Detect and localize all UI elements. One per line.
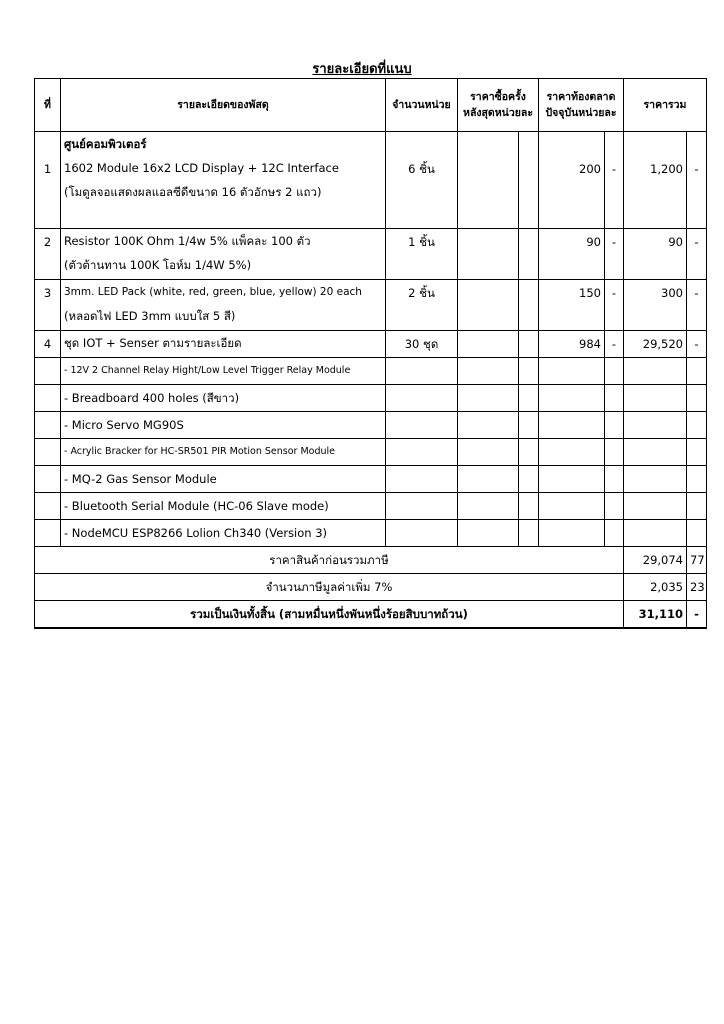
item-last-price-sub (519, 331, 539, 358)
empty-cell (386, 439, 458, 466)
item-last-price-sub (519, 280, 539, 331)
item-line: ชุด IOT + Senser ตามรายละเอียด (64, 336, 242, 350)
empty-cell (624, 412, 687, 439)
empty-cell (605, 439, 624, 466)
item-total: 90 (624, 229, 687, 280)
subtotal-baht: 29,074 (624, 547, 687, 574)
empty-cell (539, 493, 605, 520)
item-total-sub: - (687, 229, 707, 280)
empty-cell (35, 358, 61, 385)
table-row (35, 412, 707, 439)
empty-cell (35, 385, 61, 412)
empty-cell (624, 385, 687, 412)
sub-item: - Acrylic Bracker for HC-SR501 PIR Motion Sensor Module (61, 439, 386, 466)
empty-cell (624, 466, 687, 493)
item-market-sub: - (605, 331, 624, 358)
item-total: 29,520 (624, 331, 687, 358)
empty-cell (687, 385, 707, 412)
item-no: 4 (35, 331, 61, 358)
empty-cell (35, 466, 61, 493)
empty-cell (519, 358, 539, 385)
item-market-price: 150 (539, 280, 605, 331)
empty-cell (605, 520, 624, 547)
empty-cell (458, 439, 519, 466)
header-last-price: ราคาซื้อครั้งหลังสุดหน่วยละ (458, 79, 539, 132)
table-row (35, 520, 707, 547)
empty-cell (539, 385, 605, 412)
empty-cell (386, 358, 458, 385)
sub-item: - Bluetooth Serial Module (HC-06 Slave mode) (61, 493, 386, 520)
header-quantity: จำนวนหน่วย (386, 79, 458, 132)
item-no: 3 (35, 280, 61, 331)
grand-total-satang: - (687, 601, 707, 629)
item-no: 1 (35, 132, 61, 229)
empty-cell (605, 358, 624, 385)
empty-cell (624, 493, 687, 520)
item-line: (หลอดไฟ LED 3mm แบบใส 5 สี) (64, 309, 236, 323)
vat-label: จำนวนภาษีมูลค่าเพิ่ม 7% (35, 574, 624, 601)
subtotal-satang: 77 (687, 547, 707, 574)
header-market-price: ราคาท้องตลาดปัจจุบันหน่วยละ (539, 79, 624, 132)
sub-item: - 12V 2 Channel Relay Hight/Low Level Trigger Relay Module (61, 358, 386, 385)
empty-cell (687, 466, 707, 493)
item-line: 1602 Module 16x2 LCD Display + 12C Interface (64, 161, 339, 175)
empty-cell (605, 385, 624, 412)
table-row (35, 358, 707, 385)
item-qty: 6 ชิ้น (386, 132, 458, 229)
empty-cell (605, 466, 624, 493)
empty-cell (519, 385, 539, 412)
item-qty: 1 ชิ้น (386, 229, 458, 280)
item-description (61, 229, 386, 280)
table-row (35, 385, 707, 412)
empty-cell (35, 520, 61, 547)
empty-cell (605, 412, 624, 439)
empty-cell (539, 466, 605, 493)
item-line: ศูนย์คอมพิวเตอร์ (64, 137, 147, 151)
sub-item: - Breadboard 400 holes (สีขาว) (61, 385, 386, 412)
header-description: รายละเอียดของพัสดุ (61, 79, 386, 132)
subtotal-label: ราคาสินค้าก่อนรวมภาษี (35, 547, 624, 574)
empty-cell (458, 412, 519, 439)
vat-satang: 23 (687, 574, 707, 601)
empty-cell (687, 520, 707, 547)
sub-item: - NodeMCU ESP8266 Lolion Ch340 (Version 3) (61, 520, 386, 547)
item-last-price (458, 132, 519, 229)
empty-cell (539, 520, 605, 547)
item-market-sub: - (605, 280, 624, 331)
subtotal-row (35, 547, 707, 574)
empty-cell (35, 412, 61, 439)
table-row (35, 466, 707, 493)
sub-item: - MQ-2 Gas Sensor Module (61, 466, 386, 493)
empty-cell (458, 493, 519, 520)
item-total-sub: - (687, 331, 707, 358)
item-qty: 30 ชุด (386, 331, 458, 358)
item-market-price: 984 (539, 331, 605, 358)
table-row (35, 439, 707, 466)
empty-cell (386, 385, 458, 412)
item-total-sub: - (687, 132, 707, 229)
table-row (35, 132, 707, 229)
header-total: ราคารวม (624, 79, 707, 132)
header-no: ที่ (35, 79, 61, 132)
item-last-price (458, 280, 519, 331)
empty-cell (687, 493, 707, 520)
empty-cell (519, 466, 539, 493)
item-line: 3mm. LED Pack (white, red, green, blue, yellow) 20 each (64, 286, 362, 298)
empty-cell (386, 466, 458, 493)
table-row (35, 331, 707, 358)
item-market-price: 90 (539, 229, 605, 280)
empty-cell (624, 358, 687, 385)
empty-cell (458, 520, 519, 547)
empty-cell (386, 412, 458, 439)
empty-cell (519, 412, 539, 439)
item-market-sub: - (605, 132, 624, 229)
item-no: 2 (35, 229, 61, 280)
empty-cell (539, 439, 605, 466)
items-table (34, 78, 707, 629)
item-last-price-sub (519, 229, 539, 280)
empty-cell (35, 439, 61, 466)
empty-cell (605, 493, 624, 520)
page-title: รายละเอียดที่แนบ (312, 62, 412, 77)
item-line: (โมดูลจอแสดงผลแอลซีดีขนาด 16 ตัวอักษร 2 แถว) (64, 185, 322, 199)
table-row (35, 280, 707, 331)
empty-cell (624, 520, 687, 547)
item-description (61, 331, 386, 358)
empty-cell (687, 412, 707, 439)
item-line: (ตัวต้านทาน 100K โอห์ม 1/4W 5%) (64, 258, 252, 272)
vat-row (35, 574, 707, 601)
item-total: 1,200 (624, 132, 687, 229)
empty-cell (519, 520, 539, 547)
vat-baht: 2,035 (624, 574, 687, 601)
item-last-price-sub (519, 132, 539, 229)
table-row (35, 229, 707, 280)
table-row (35, 493, 707, 520)
item-line: Resistor 100K Ohm 1/4w 5% แพ็คละ 100 ตัว (64, 234, 311, 248)
item-qty: 2 ชิ้น (386, 280, 458, 331)
item-last-price (458, 331, 519, 358)
item-market-sub: - (605, 229, 624, 280)
grand-total-baht: 31,110 (624, 601, 687, 629)
empty-cell (35, 493, 61, 520)
item-market-price: 200 (539, 132, 605, 229)
grand-total-label: รวมเป็นเงินทั้งสิ้น (สามหมื่นหนึ่งพันหนึ่งร้อยสิบบาทถ้วน) (35, 601, 624, 629)
empty-cell (458, 358, 519, 385)
empty-cell (624, 439, 687, 466)
item-total: 300 (624, 280, 687, 331)
item-total-sub: - (687, 280, 707, 331)
item-description (61, 280, 386, 331)
empty-cell (519, 493, 539, 520)
empty-cell (687, 439, 707, 466)
grand-total-row (35, 601, 707, 629)
empty-cell (386, 520, 458, 547)
sub-item: - Micro Servo MG90S (61, 412, 386, 439)
empty-cell (539, 358, 605, 385)
empty-cell (687, 358, 707, 385)
empty-cell (458, 466, 519, 493)
empty-cell (386, 493, 458, 520)
empty-cell (539, 412, 605, 439)
item-last-price (458, 229, 519, 280)
empty-cell (519, 439, 539, 466)
item-description (61, 132, 386, 229)
empty-cell (458, 385, 519, 412)
